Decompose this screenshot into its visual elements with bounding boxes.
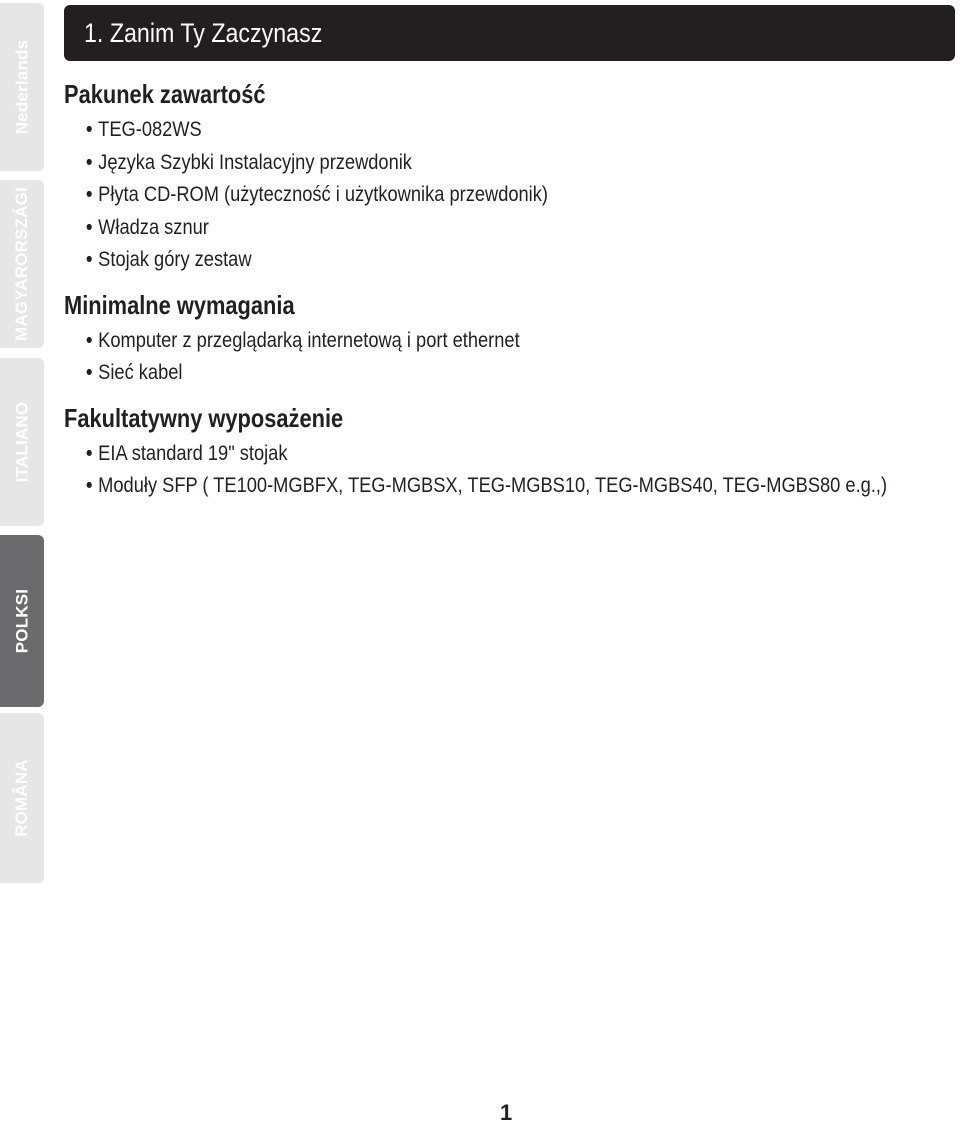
page-number: 1	[500, 1100, 513, 1125]
bullet-icon: •	[86, 150, 93, 174]
bullet-icon: •	[86, 183, 93, 206]
list-item: • Sieć kabel	[86, 357, 841, 390]
bullet-icon: •	[86, 118, 93, 141]
lang-tab-label: POLKSI	[12, 588, 31, 654]
item-list	[64, 114, 954, 277]
bullet-icon: •	[86, 361, 93, 384]
list-item: • Języka Szybki Instalacyjny przewdonik	[86, 147, 841, 180]
item-list	[64, 438, 954, 503]
lang-tab-polksi[interactable]	[0, 535, 44, 707]
bullet-icon: •	[86, 248, 93, 271]
main-content	[64, 78, 954, 515]
section-package-contents	[64, 78, 954, 277]
bullet-icon: •	[86, 215, 93, 239]
item-list	[64, 325, 954, 390]
lang-tab-romana[interactable]	[0, 713, 44, 883]
section-title: Fakultatywny wyposażenie	[64, 402, 344, 433]
list-item: • Komputer z przeglądarką internetową i port ethernet	[86, 325, 841, 358]
lang-tab-nederlands[interactable]	[0, 3, 44, 171]
list-item: • Płyta CD-ROM (użyteczność i użytkownika przewdonik)	[86, 179, 841, 212]
lang-tab-italiano[interactable]	[0, 358, 44, 526]
section-optional-equipment	[64, 402, 954, 503]
lang-tab-label: ITALIANO	[12, 401, 32, 483]
list-item: • TEG-082WS	[86, 114, 841, 147]
lang-tab-label: ROMÂNA	[12, 759, 32, 837]
list-item: • EIA standard 19" stojak	[86, 438, 841, 471]
lang-tab-magyarorszagi[interactable]	[0, 180, 44, 348]
bullet-icon: •	[86, 328, 93, 352]
bullet-icon: •	[86, 474, 93, 497]
section-minimum-requirements	[64, 289, 954, 390]
section-title: Pakunek zawartość	[64, 79, 266, 109]
list-item: • Moduły SFP ( TE100-MGBFX, TEG-MGBSX, TEG-MGBS10, TEG-MGBS40, TEG-MGBS80 e.g.,)	[86, 470, 841, 503]
list-item: • Stojak góry zestaw	[86, 244, 841, 277]
section-title: Minimalne wymagania	[64, 289, 295, 320]
section-header-bar	[64, 5, 955, 61]
lang-tab-label: MAGYARORSZÁGI	[12, 186, 32, 342]
lang-tab-label: Nederlands	[12, 39, 31, 135]
bullet-icon: •	[86, 441, 93, 465]
list-item: • Władza sznur	[86, 212, 841, 245]
page-title: 1. Zanim Ty Zaczynasz	[84, 18, 323, 48]
